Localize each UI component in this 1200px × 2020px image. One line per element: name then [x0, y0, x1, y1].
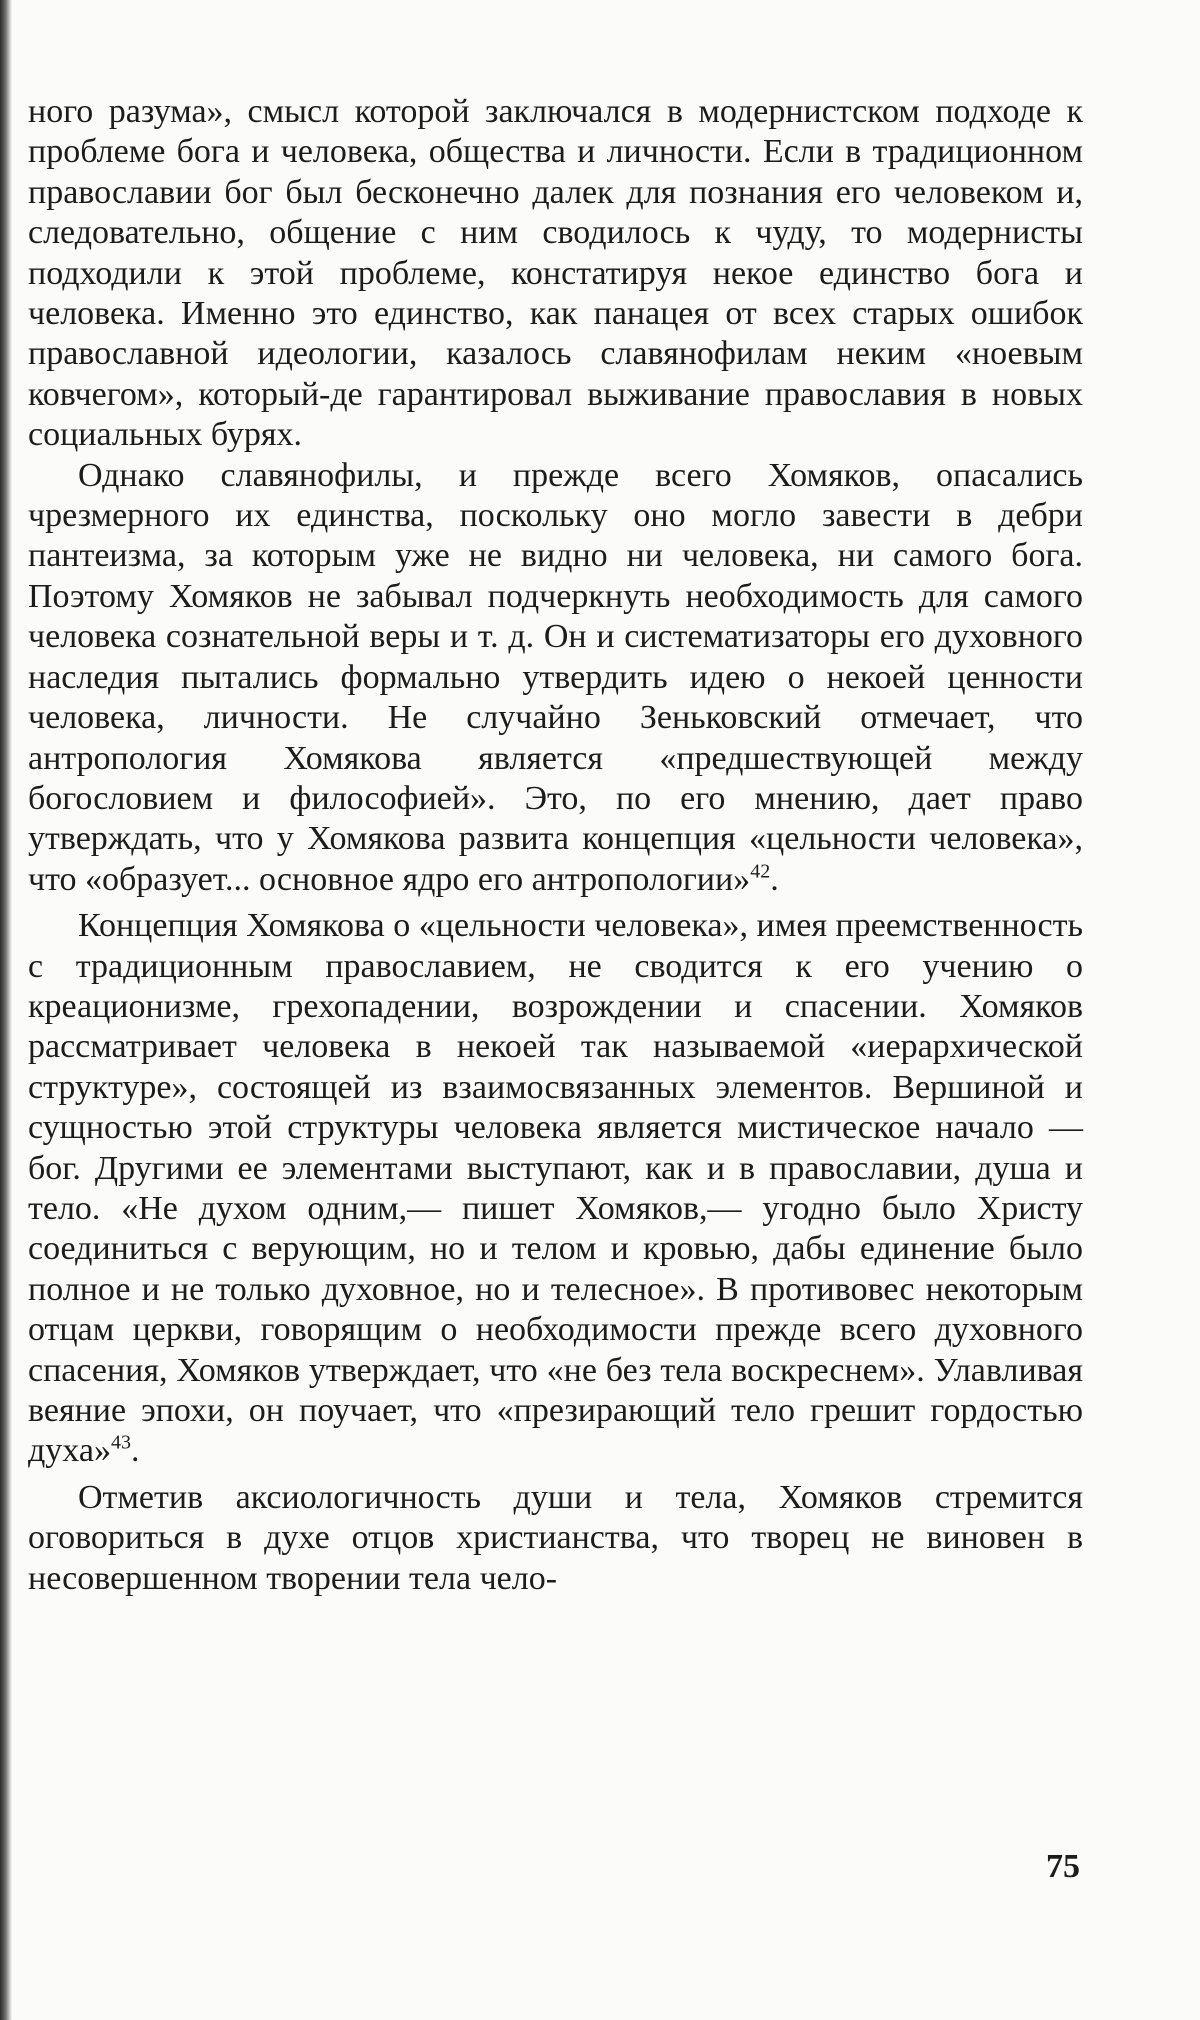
- footnote-ref-42: 42: [750, 860, 771, 883]
- page-number: 75: [1046, 1848, 1080, 1885]
- paragraph-1: [28, 92, 1083, 456]
- paragraph-2-text: Однако славянофилы, и прежде всего Хомяков, опасались чрезмерного их единства, поскольку оно могло завести в дебри пантеизма, за которым уже не видно ни человека, ни самого бога. Поэтому Хомяков не забывал подчеркнуть необходимость для самого человека сознательной веры и т. д. Он и систематизаторы его духовного наследия пытались формально утвердить идею о некоей ценности человека, личности. Не случайно Зеньковский отмечает, что антропология Хомякова является «предшествующей между богословием и философией». Это, по его мнению, дает право утверждать, что у Хомякова развита концепция «цельности человека», что «образует... основное ядро его антропологии»: [28, 456, 1083, 898]
- footnote-ref-43: 43: [110, 1432, 131, 1455]
- paragraph-3-text: Концепция Хомякова о «цельности человека», имея преемственность с традиционным православием, не сводится к его учению о креационизме, грехопадении, возрождении и спасении. Хомяков рассматривает человека в некоей так называемой «иерархической структуре», состоящей из взаимосвязанных элементов. Вершиной и сущностью этой структуры человека является мистическое начало — бог. Другими ее элементами выступают, как и в православии, душа и тело. «Не духом одним,— пишет Хомяков,— угодно было Христу соединиться с верующим, но и телом и кровью, дабы единение было полное и не только духовное, но и телесное». В противовес некоторым отцам церкви, говорящим о необходимости прежде всего духовного спасения, Хомяков утверждает, что «не без тела воскреснем». Улавливая веяние эпохи, он поучает, что «презирающий тело грешит гордостью духа»: [28, 907, 1083, 1470]
- paragraph-4: [28, 1478, 1083, 1599]
- paragraph-2: [28, 456, 1083, 900]
- scan-edge-shadow: [0, 0, 12, 2020]
- page-text-body: [28, 92, 1083, 1599]
- paragraph-4-text: Отметив аксиологичность души и тела, Хомяков стремится оговориться в духе отцов христианства, что творец не виновен в несовершенном творении тела чело-: [28, 1478, 1083, 1597]
- paragraph-3: [28, 906, 1083, 1472]
- paragraph-1-text: ного разума», смысл которой заключался в модернистском подходе к проблеме бога и человека, общества и личности. Если в традиционном православии бог был бесконечно далек для познания его человеком и, следовательно, общение с ним сводилось к чуду, то модернисты подходили к этой проблеме, констатируя некое единство бога и человека. Именно это единство, как панацея от всех старых ошибок православной идеологии, казалось славянофилам неким «ноевым ковчегом», который-де гарантировал выживание православия в новых социальных бурях.: [28, 93, 1083, 454]
- paragraph-3-tail: .: [130, 1432, 140, 1470]
- paragraph-2-tail: .: [770, 860, 779, 898]
